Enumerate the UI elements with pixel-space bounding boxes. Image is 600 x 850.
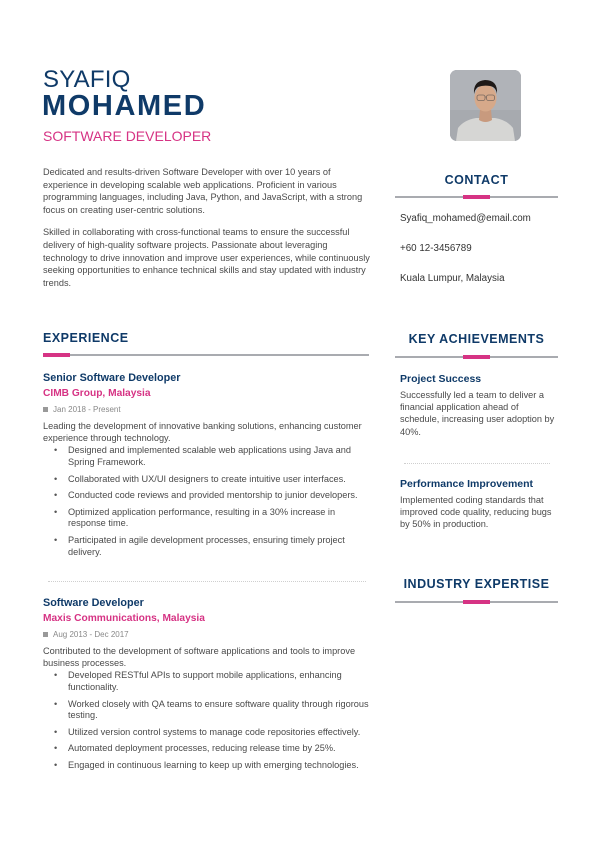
experience-divider (43, 354, 369, 356)
achievement-description: Implemented coding standards that improved code quality, reducing bugs by 50% in production. (400, 495, 552, 530)
job-bullet: • Worked closely with QA teams to ensure software quality through rigorous testing. (43, 699, 373, 722)
job-bullets (43, 445, 373, 558)
contact-email[interactable]: Syafiq_mohamed@email.com (400, 213, 531, 224)
achievements-heading: KEY ACHIEVEMENTS (408, 332, 545, 346)
contact-divider (395, 196, 558, 198)
calendar-icon (43, 407, 48, 412)
first-name: SYAFIQ (43, 66, 131, 93)
achievement-item (400, 373, 560, 438)
job-bullet: • Engaged in continuous learning to keep up with emerging technologies. (43, 760, 373, 772)
contact-heading: CONTACT (444, 173, 509, 187)
job-bullets (43, 670, 373, 771)
job-bullet: • Developed RESTful APIs to support mobile applications, enhancing functionality. (43, 670, 373, 693)
job-bullet: • Automated deployment processes, reducing release time by 25%. (43, 743, 373, 755)
achievements-divider (395, 356, 558, 358)
job-dates (43, 405, 373, 414)
achievement-title: Performance Improvement (400, 478, 534, 490)
experience-heading: EXPERIENCE (43, 331, 129, 345)
job-bullet: • Optimized application performance, resulting in a 30% increase in response time. (43, 507, 373, 530)
job-description: Contributed to the development of software applications and tools to improve business processes. (43, 646, 356, 669)
accent-bar (463, 195, 490, 199)
last-name: MOHAMED (42, 90, 207, 122)
calendar-icon (43, 632, 48, 637)
job-dates-text: Jan 2018 - Present (53, 405, 121, 414)
experience-entry (43, 372, 373, 563)
achievement-divider (404, 463, 550, 464)
achievement-title: Project Success (400, 373, 482, 385)
contact-phone[interactable]: +60 12-3456789 (400, 243, 472, 254)
job-dates (43, 630, 373, 639)
experience-entry (43, 597, 373, 777)
accent-bar (463, 600, 490, 604)
achievement-description: Successfully led a team to deliver a financial application ahead of schedule, increasing user adoption by 40%. (400, 390, 555, 437)
accent-bar (463, 355, 490, 359)
job-bullet: • Participated in agile development processes, ensuring timely project delivery. (43, 535, 373, 558)
job-company: CIMB Group, Malaysia (43, 388, 151, 399)
entry-divider (48, 581, 366, 582)
summary-paragraph: Dedicated and results-driven Software Developer with over 10 years of experience in developing scalable web applications. Proficient in various programming languages, including Java, Python, and JavaScript, with a strong focus on creating user-centric solutions. (43, 167, 363, 215)
job-title: SOFTWARE DEVELOPER (43, 128, 212, 144)
job-company: Maxis Communications, Malaysia (43, 613, 205, 624)
contact-location: Kuala Lumpur, Malaysia (400, 273, 505, 284)
job-bullet: • Conducted code reviews and provided mentorship to junior developers. (43, 490, 373, 502)
job-dates-text: Aug 2013 - Dec 2017 (53, 630, 129, 639)
achievement-item (400, 478, 560, 531)
person-portrait-icon (450, 70, 521, 141)
job-bullet: • Utilized version control systems to manage code repositories effectively. (43, 727, 373, 739)
job-bullet: • Designed and implemented scalable web applications using Java and Spring Framework. (43, 445, 373, 468)
summary-paragraph: Skilled in collaborating with cross-functional teams to ensure the successful delivery of high-quality software projects. Passionate about leveraging technology to drive innovation and improve user experiences, while continuously seeking opportunities to enhance technical skills and stay updated with industry trends. (43, 227, 370, 288)
expertise-divider (395, 601, 558, 603)
profile-photo (450, 70, 521, 141)
expertise-heading: INDUSTRY EXPERTISE (403, 577, 550, 591)
job-bullet: • Collaborated with UX/UI designers to create intuitive user interfaces. (43, 474, 373, 486)
job-role: Software Developer (43, 597, 144, 609)
job-description: Leading the development of innovative banking solutions, enhancing customer experience through technology. (43, 421, 362, 444)
job-role: Senior Software Developer (43, 372, 181, 384)
profile-summary (43, 166, 373, 299)
accent-bar (43, 353, 70, 357)
